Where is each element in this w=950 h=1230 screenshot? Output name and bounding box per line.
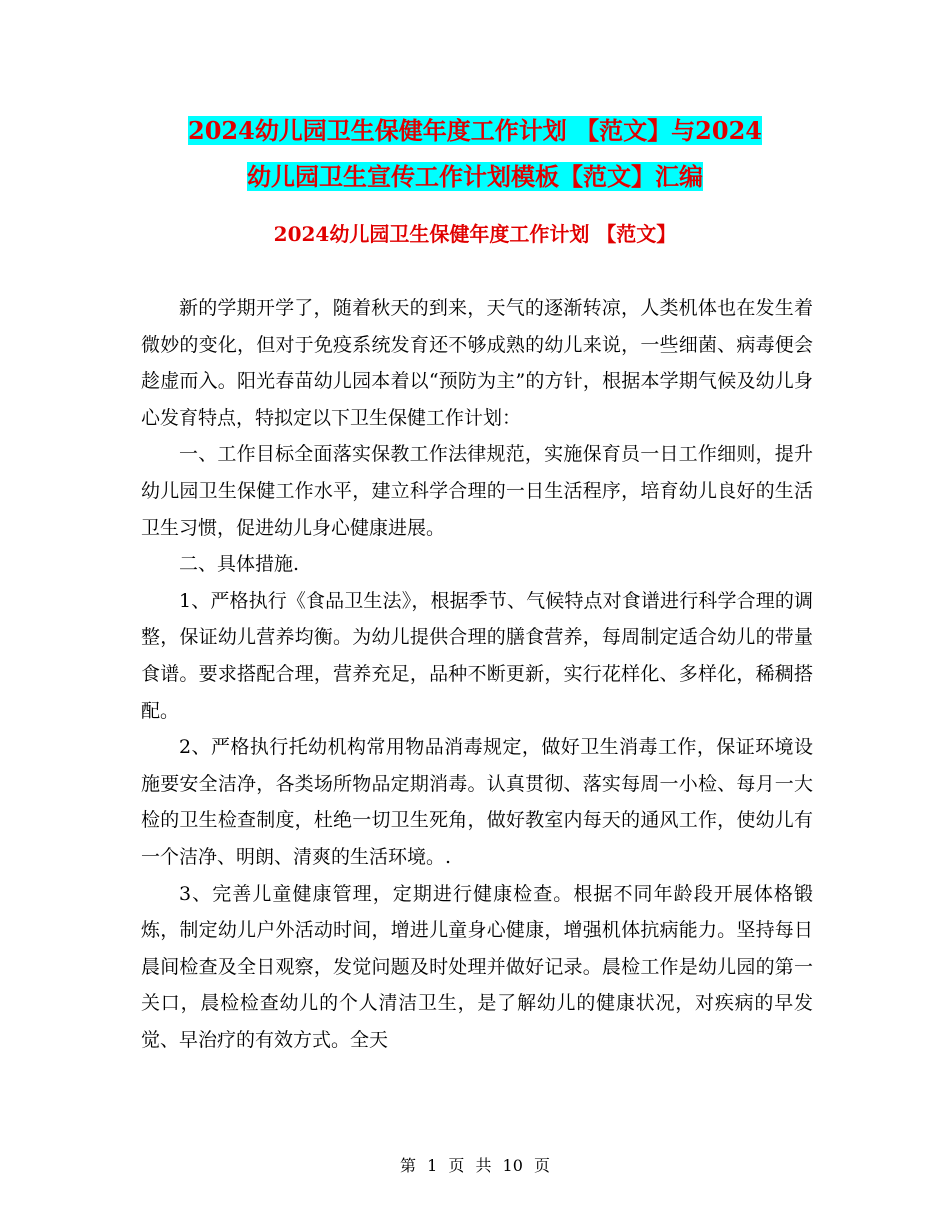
document-body <box>141 290 813 1058</box>
paragraph-measure-1: 1、严格执行《食品卫生法》，根据季节、气候特点对食谱进行科学合理的调整，保证幼儿营养均衡。为幼儿提供合理的膳食营养，每周制定适合幼儿的带量食谱。要求搭配合理，营养充足，品种不断更新，实行花样化、多样化，稀稠搭配。 <box>141 589 813 722</box>
paragraph-measure-2: 2、严格执行托幼机构常用物品消毒规定，做好卫生消毒工作，保证环境设施要安全洁净，各类场所物品定期消毒。认真贯彻、落实每周一小检、每月一大检的卫生检查制度，杜绝一切卫生死角，做好教室内每天的通风工作，使幼儿有一个洁净、明朗、清爽的生活环境。. <box>141 736 813 868</box>
section-title: 2024幼儿园卫生保健年度工作计划 【范文】 <box>273 222 677 246</box>
title-line-2: 幼儿园卫生宣传工作计划模板【范文】汇编 <box>247 162 703 191</box>
paragraph-measures-heading: 二、具体措施. <box>179 553 300 576</box>
title-line-1: 2024幼儿园卫生保健年度工作计划 【范文】与2024 <box>188 116 762 145</box>
paragraph-goal: 一、工作目标全面落实保教工作法律规范，实施保育员一日工作细则，提升幼儿园卫生保健工作水平，建立科学合理的一日生活程序，培育幼儿良好的生活卫生习惯，促进幼儿身心健康进展。 <box>141 443 813 539</box>
document-title <box>140 108 810 200</box>
paragraph-intro: 新的学期开学了，随着秋天的到来，天气的逐渐转凉，人类机体也在发生着微妙的变化，但对于免疫系统发育还不够成熟的幼儿来说，一些细菌、病毒便会趁虚而入。阳光春苗幼儿园本着以“预防为主”的方针，根据本学期气候及幼儿身心发育特点，特拟定以下卫生保健工作计划： <box>141 297 813 429</box>
page-number-footer: 第 1 页 共 10 页 <box>400 1156 550 1175</box>
paragraph-measure-3: 3、完善儿童健康管理，定期进行健康检查。根据不同年龄段开展体格锻炼，制定幼儿户外活动时间，增进儿童身心健康，增强机体抗病能力。坚持每日晨间检查及全日观察，发觉问题及时处理并做好记录。晨检工作是幼儿园的第一关口，晨检检查幼儿的个人清洁卫生，是了解幼儿的健康状况，对疾病的早发觉、早治疗的有效方式。全天 <box>141 882 813 1051</box>
